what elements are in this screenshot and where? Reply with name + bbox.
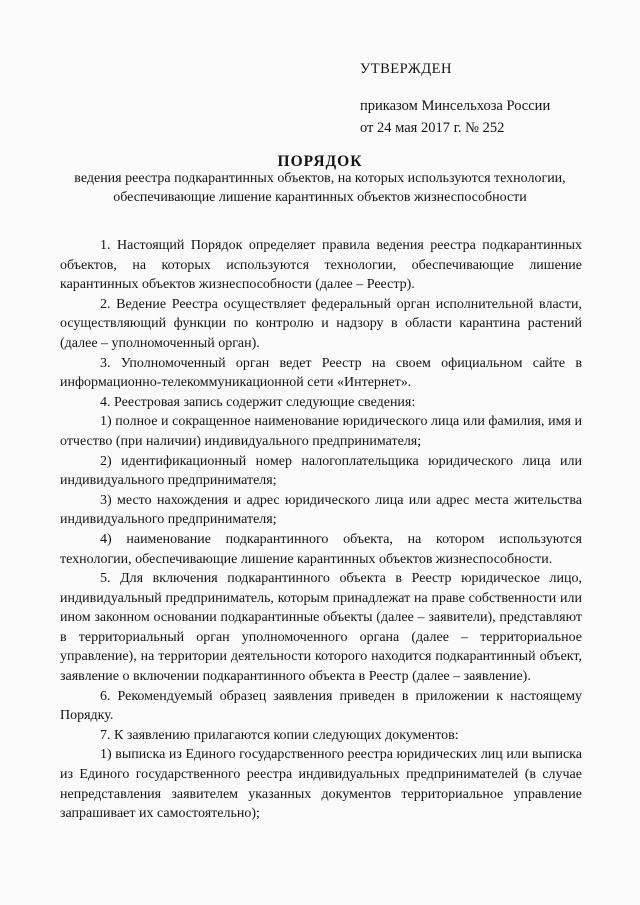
approved-label: УТВЕРЖДЕН <box>360 61 452 77</box>
paragraph: 2) идентификационный номер налогоплательщика юридического лица или индивидуального предпринимателя; <box>60 453 582 489</box>
paragraph: 6. Рекомендуемый образец заявления приведен в приложении к настоящему Порядку. <box>60 688 582 724</box>
paragraph: 5. Для включения подкарантинного объекта в Реестр юридическое лицо, индивидуальный предприниматель, которым принадлежат на праве собственности или ином законном основании подкарантинные объекты (далее – заявители), представляют в территориальный орган уполномоченного органа (далее – территориальное управление), на территории деятельности которого находится подкарантинный объект, заявление о включении подкарантинного объекта в Реестр (далее – заявление). <box>60 571 582 685</box>
approval-block <box>360 58 550 139</box>
paragraph: 1) выписка из Единого государственного реестра юридических лиц или выписка из Единого государственного реестра индивидуальных предпринимателей (в случае непредставления заявителем указанных документов территориальное управление запрашивает их самостоятельно); <box>60 747 582 822</box>
paragraph: 1. Настоящий Порядок определяет правила ведения реестра подкарантинных объектов, на которых используются технологии, обеспечивающие лишение карантинных объектов жизнеспособности (далее – Реестр). <box>60 238 582 293</box>
paragraph: 3) место нахождения и адрес юридического лица или адрес места жительства индивидуального предпринимателя; <box>60 492 582 528</box>
paragraph: 4. Реестровая запись содержит следующие сведения: <box>100 394 416 410</box>
paragraph: 7. К заявлению прилагаются копии следующих документов: <box>100 727 459 743</box>
document-body <box>60 236 582 824</box>
order-line: приказом Минсельхоза России <box>360 98 551 114</box>
paragraph: 3. Уполномоченный орган ведет Реестр на своем официальном сайте в информационно-телекоммуникационной сети «Интернет». <box>60 355 582 391</box>
paragraph: 2. Ведение Реестра осуществляет федеральный орган исполнительной власти, осуществляющий функции по контролю и надзору в области карантина растений (далее – уполномоченный орган). <box>60 296 582 351</box>
paragraph: 4) наименование подкарантинного объекта, на котором используются технологии, обеспечивающие лишение карантинных объектов жизнеспособности. <box>60 531 582 567</box>
date-line: от 24 мая 2017 г. № 252 <box>360 120 505 136</box>
document-title: ПОРЯДОК <box>277 153 363 170</box>
document-subtitle: ведения реестра подкарантинных объектов, на которых используются технологии, обеспечивающие лишение карантинных объектов жизнеспособности <box>74 171 566 205</box>
paragraph: 1) полное и сокращенное наименование юридического лица или фамилия, имя и отчество (при наличии) индивидуального предпринимателя; <box>60 414 582 449</box>
